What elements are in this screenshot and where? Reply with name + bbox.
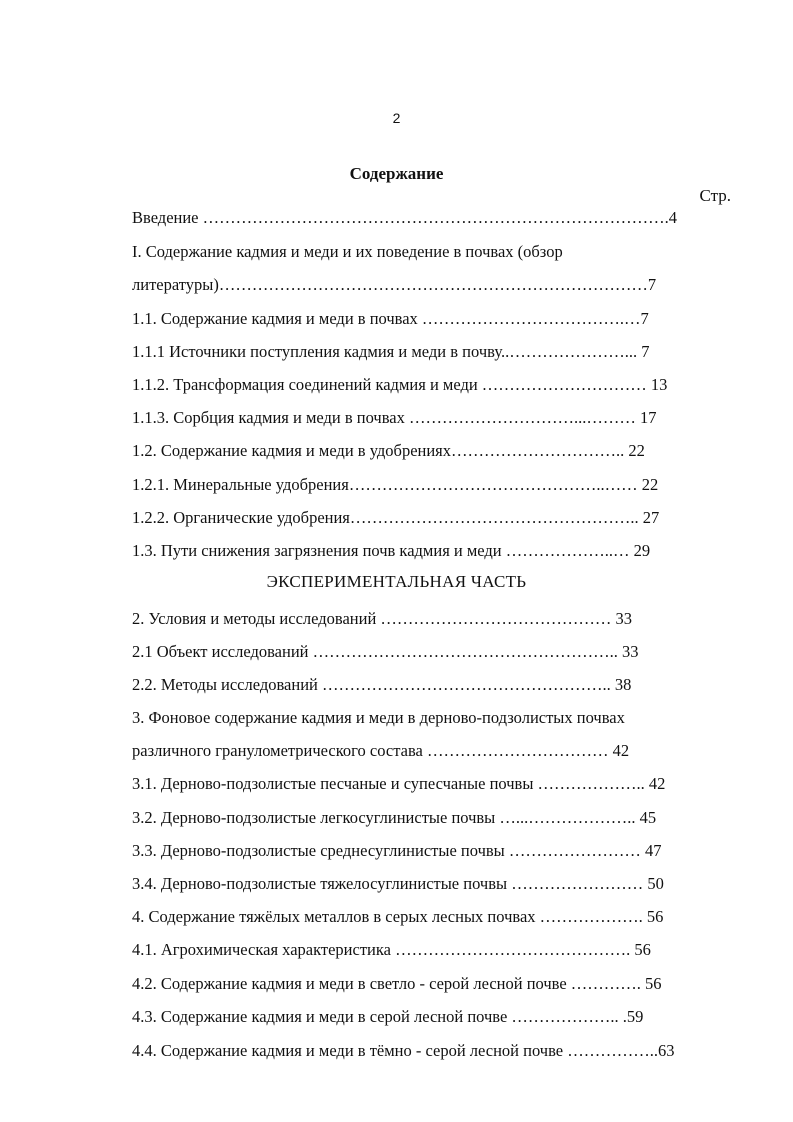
toc-entry: 3.2. Дерново-подзолистые легкосуглинистые почвы …...……………….. 45 (132, 808, 657, 827)
toc-entry: 4. Содержание тяжёлых металлов в серых лесных почвах ………………. 56 (132, 907, 664, 926)
page-title: Содержание (349, 164, 444, 183)
page-number: 2 (392, 110, 401, 126)
toc-entry: 3.1. Дерново-подзолистые песчаные и супесчаные почвы ……………….. 42 (132, 774, 666, 793)
toc-entry: 1.2. Содержание кадмия и меди в удобрениях………………………….. 22 (132, 441, 645, 460)
toc-entry: Введение ………………………………………………………………………….4 (132, 208, 678, 227)
toc-entry: 3.4. Дерново-подзолистые тяжелосуглинистые почвы …………………… 50 (132, 874, 664, 893)
section-heading: ЭКСПЕРИМЕНТАЛЬНАЯ ЧАСТЬ (266, 572, 527, 591)
toc-entry: 4.2. Содержание кадмия и меди в светло - серой лесной почве …………. 56 (132, 974, 662, 993)
toc-entry: 1.2.1. Минеральные удобрения………………………………………..…… 22 (132, 475, 659, 494)
toc-entry: 2.1 Объект исследований ……………………………………………….. 33 (132, 642, 639, 661)
toc-entry: различного гранулометрического состава …………………………… 42 (132, 741, 630, 760)
toc-entry: 1.3. Пути снижения загрязнения почв кадмия и меди ………………..… 29 (132, 541, 651, 560)
toc-entry: I. Содержание кадмия и меди и их поведение в почвах (обзор (132, 242, 563, 261)
toc-entry: 1.2.2. Органические удобрения…………………………………………….. 27 (132, 508, 660, 527)
toc-entry: 3. Фоновое содержание кадмия и меди в дерново-подзолистых почвах (132, 708, 625, 727)
toc-entry: 4.1. Агрохимическая характеристика ……………………………………. 56 (132, 940, 651, 959)
toc-entry: 1.1.1 Источники поступления кадмия и меди в почву..…………………... 7 (132, 342, 650, 361)
toc-entry: 3.3. Дерново-подзолистые среднесуглинистые почвы …………………… 47 (132, 841, 662, 860)
toc-entry: 4.4. Содержание кадмия и меди в тёмно - серой лесной почве ……………..63 (132, 1041, 675, 1060)
toc-entry: литературы)……………………………………………………………………7 (132, 275, 657, 294)
toc-entry: 2.2. Методы исследований …………………………………………….. 38 (132, 675, 632, 694)
toc-entry: 4.3. Содержание кадмия и меди в серой лесной почве ……………….. .59 (132, 1007, 644, 1026)
toc-entry: 2. Условия и методы исследований …………………………………… 33 (132, 609, 633, 628)
toc-entry: 1.1.3. Сорбция кадмия и меди в почвах …………………………...……… 17 (132, 408, 657, 427)
page-column-label: Стр. (699, 186, 731, 205)
toc-entry: 1.1.2. Трансформация соединений кадмия и меди ………………………… 13 (132, 375, 668, 394)
toc-entry: 1.1. Содержание кадмия и меди в почвах ……………………………….…7 (132, 309, 649, 328)
